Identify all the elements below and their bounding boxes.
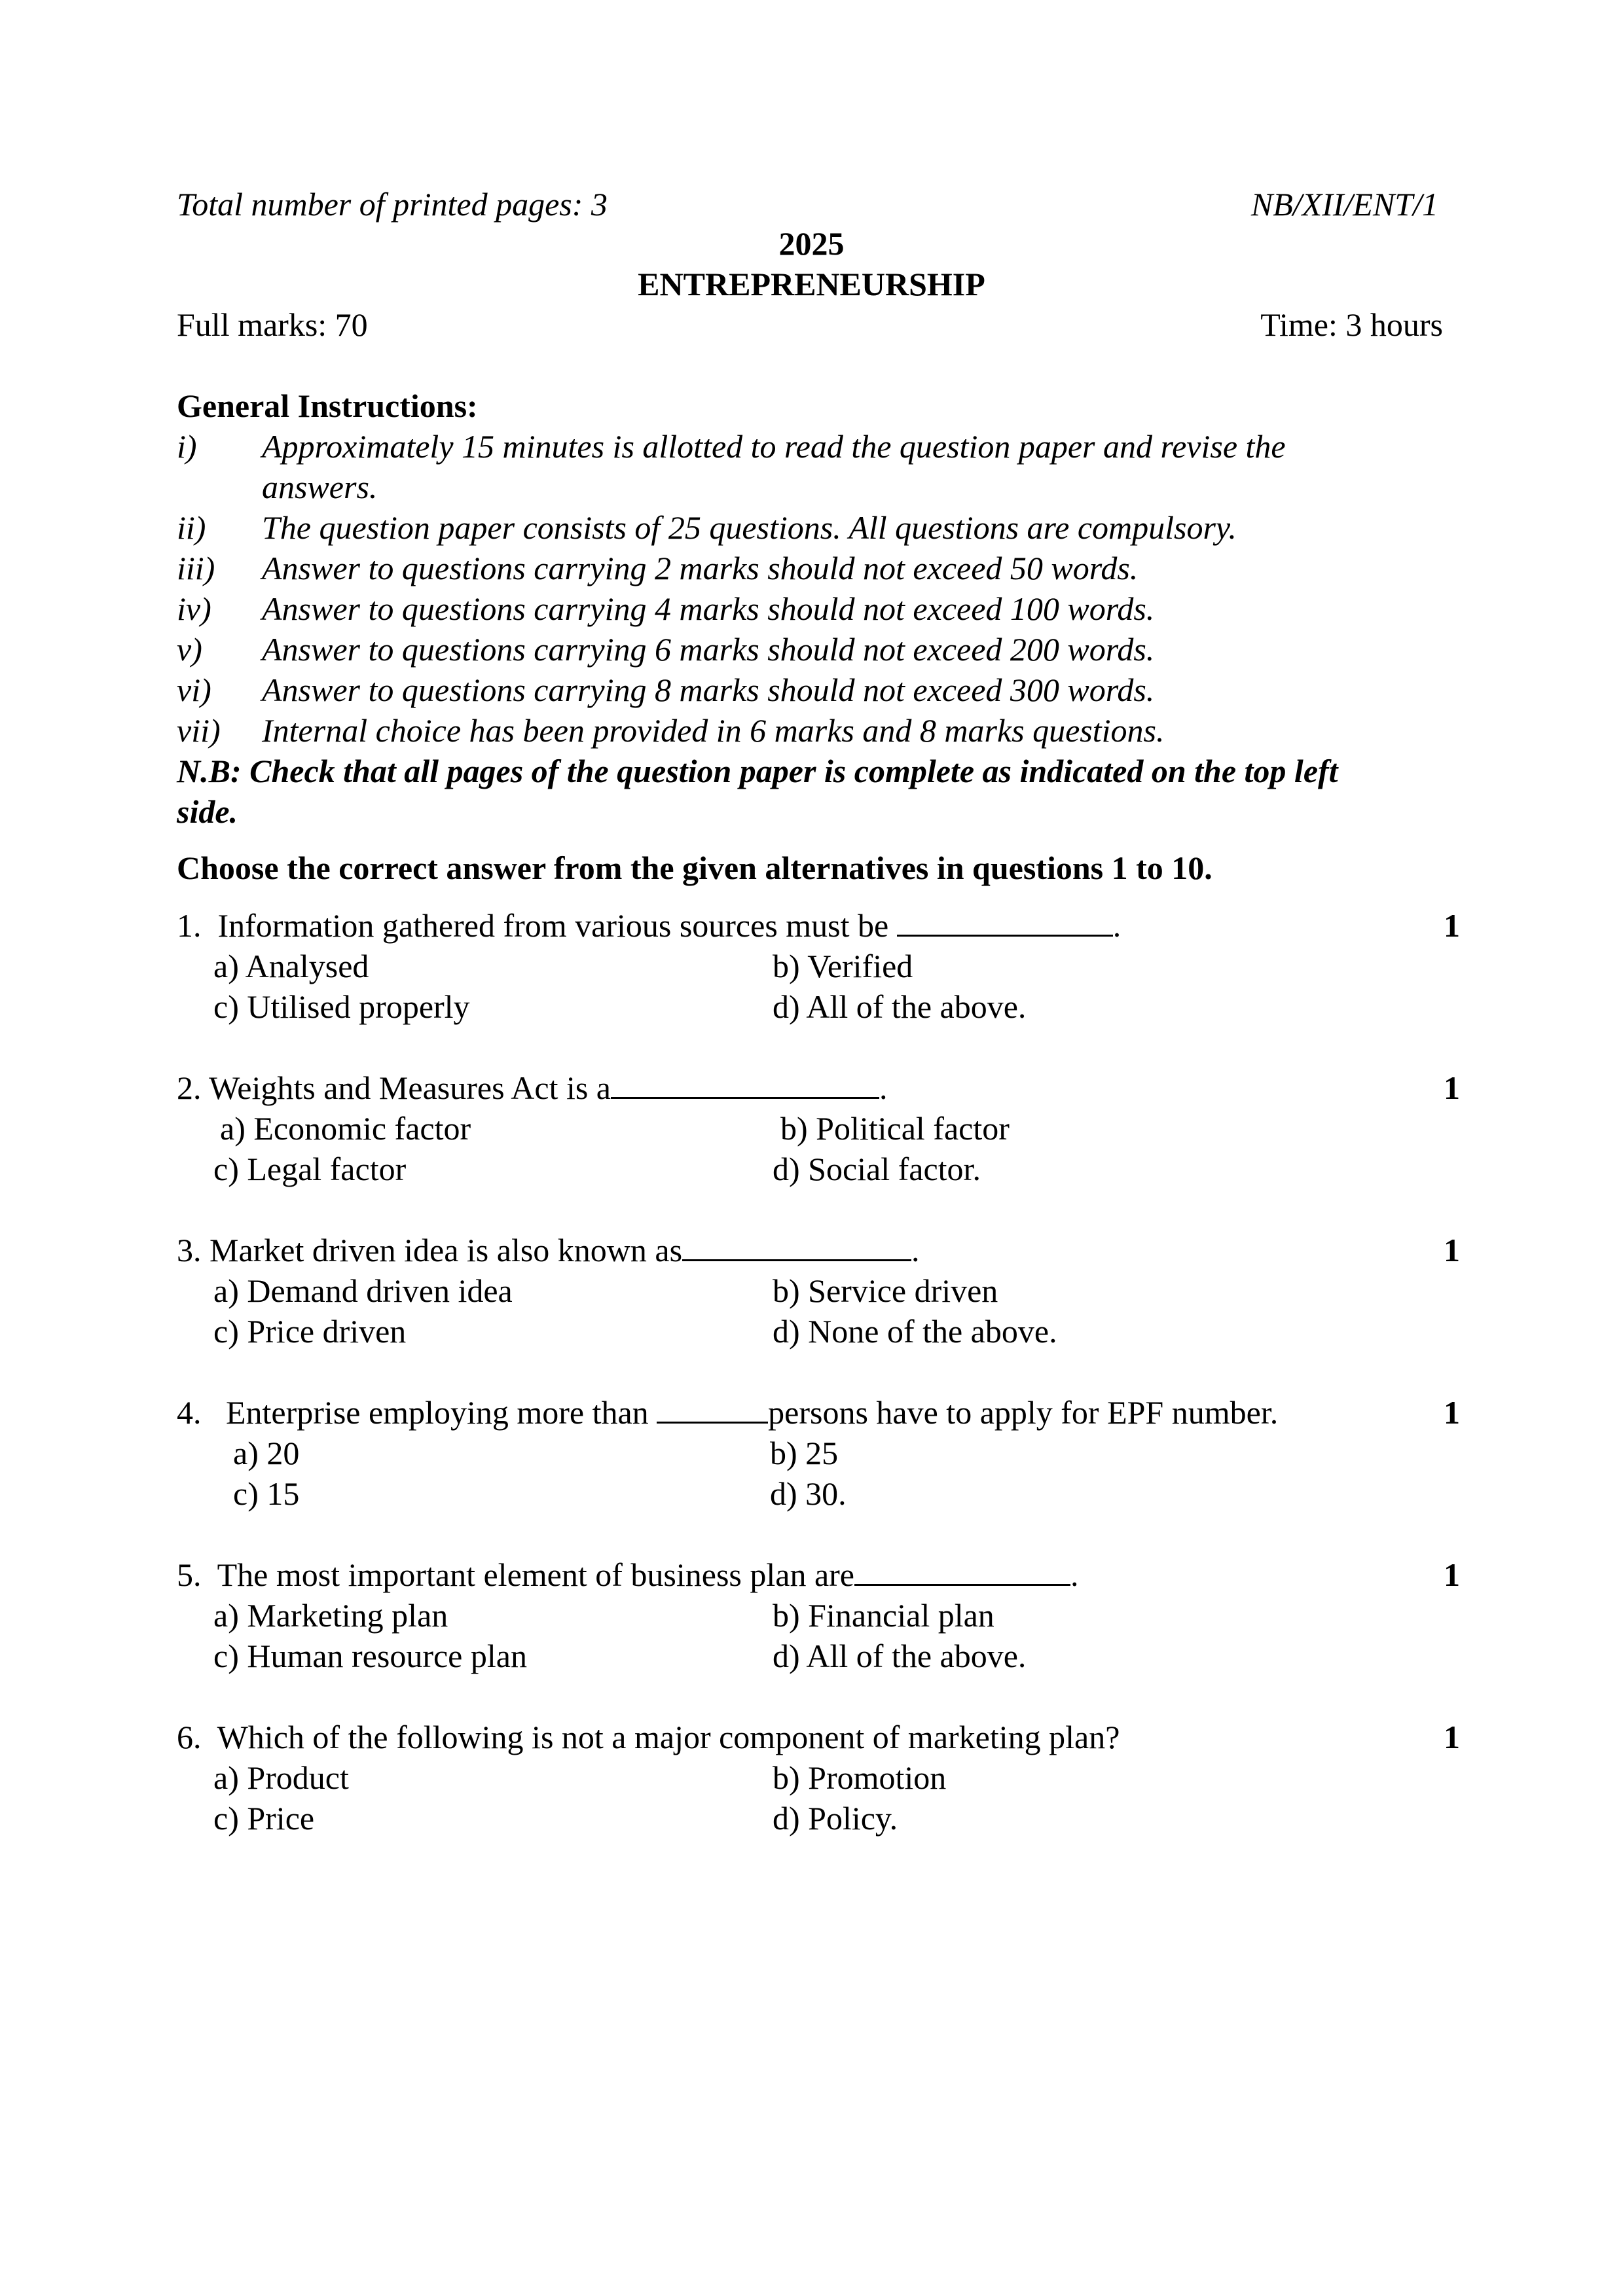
question-marks: 1 <box>1444 1232 1460 1268</box>
exam-year: 2025 <box>778 225 845 262</box>
instruction-number: vi) <box>177 672 211 708</box>
instruction-text-continued: answers. <box>262 469 378 505</box>
instruction-number: vii) <box>177 712 221 749</box>
question-number: 3. <box>177 1232 202 1268</box>
question-marks: 1 <box>1444 1069 1460 1106</box>
question-text: The most important element of business plan are <box>217 1556 854 1593</box>
instructions-heading: General Instructions: <box>177 387 478 424</box>
question-marks: 1 <box>1444 1556 1460 1593</box>
question-number: 5. <box>177 1556 202 1593</box>
full-marks: Full marks: 70 <box>177 306 368 343</box>
section-heading: Choose the correct answer from the given alternatives in questions 1 to 10. <box>177 850 1213 886</box>
time-allowed: Time: 3 hours <box>1260 306 1443 343</box>
question-marks: 1 <box>1444 907 1460 944</box>
instruction-text: Answer to questions carrying 6 marks should not exceed 200 words. <box>262 631 1155 668</box>
option-c: c) Human resource plan <box>213 1638 527 1674</box>
question-number: 2. <box>177 1069 202 1106</box>
instruction-text: Internal choice has been provided in 6 marks and 8 marks questions. <box>262 712 1165 749</box>
question-number: 1. <box>177 907 202 944</box>
question-text: Information gathered from various sources must be <box>217 907 889 944</box>
option-c: c) Price <box>213 1800 315 1837</box>
question-text: Which of the following is not a major component of marketing plan? <box>217 1719 1120 1755</box>
option-b: b) Service driven <box>773 1272 998 1309</box>
question-text: Weights and Measures Act is a <box>209 1069 611 1106</box>
option-d: d) All of the above. <box>773 988 1027 1025</box>
question-stem: 4. Enterprise employing more than persons have to apply for EPF number. <box>177 1394 1279 1431</box>
instruction-text: Answer to questions carrying 2 marks should not exceed 50 words. <box>262 550 1139 586</box>
question-stem: 1. Information gathered from various sources must be . <box>177 907 1122 944</box>
answer-blank <box>611 1071 879 1099</box>
instruction-number: ii) <box>177 509 206 546</box>
subject-title: ENTREPRENEURSHIP <box>638 266 985 302</box>
option-d: d) 30. <box>770 1475 847 1512</box>
instruction-number: iii) <box>177 550 215 586</box>
instruction-number: iv) <box>177 590 211 627</box>
option-b: b) Verified <box>773 948 913 984</box>
option-a: a) Product <box>213 1759 349 1796</box>
nb-note: N.B: Check that all pages of the question paper is complete as indicated on the top left <box>177 753 1338 789</box>
answer-blank <box>657 1395 768 1424</box>
option-d: d) None of the above. <box>773 1313 1057 1350</box>
answer-blank <box>897 908 1113 937</box>
instruction-text: Approximately 15 minutes is allotted to read the question paper and revise the <box>262 428 1286 465</box>
question-stem: 3. Market driven idea is also known as . <box>177 1232 920 1268</box>
question-number: 6. <box>177 1719 202 1755</box>
option-c: c) 15 <box>233 1475 300 1512</box>
option-a: a) Marketing plan <box>213 1597 448 1634</box>
instruction-text: The question paper consists of 25 questions. All questions are compulsory. <box>262 509 1237 546</box>
instruction-number: v) <box>177 631 202 668</box>
question-stem: 2. Weights and Measures Act is a . <box>177 1069 888 1106</box>
instruction-text: Answer to questions carrying 4 marks should not exceed 100 words. <box>262 590 1155 627</box>
printed-pages-note: Total number of printed pages: 3 <box>177 186 608 223</box>
question-marks: 1 <box>1444 1394 1460 1431</box>
answer-blank <box>854 1558 1070 1586</box>
question-number: 4. <box>177 1394 202 1431</box>
question-stem: 5. The most important element of business plan are . <box>177 1556 1079 1593</box>
option-c: c) Legal factor <box>213 1151 407 1187</box>
question-text: Enterprise employing more than <box>226 1394 649 1431</box>
nb-note-continued: side. <box>177 793 238 830</box>
option-d: d) Social factor. <box>773 1151 981 1187</box>
answer-blank <box>682 1233 911 1261</box>
option-a: a) Demand driven idea <box>213 1272 513 1309</box>
option-c: c) Utilised properly <box>213 988 470 1025</box>
instruction-number: i) <box>177 428 197 465</box>
question-stem <box>177 1717 1120 1757</box>
option-a: a) 20 <box>233 1435 300 1471</box>
option-a: a) Analysed <box>213 948 369 984</box>
question-marks: 1 <box>1444 1719 1460 1755</box>
option-c: c) Price driven <box>213 1313 407 1350</box>
option-b: b) 25 <box>770 1435 839 1471</box>
instruction-text: Answer to questions carrying 8 marks should not exceed 300 words. <box>262 672 1155 708</box>
option-d: d) All of the above. <box>773 1638 1027 1674</box>
option-b: b) Promotion <box>773 1759 947 1796</box>
option-b: b) Financial plan <box>773 1597 994 1634</box>
option-a: a) Economic factor <box>220 1110 471 1147</box>
option-d: d) Policy. <box>773 1800 898 1837</box>
option-b: b) Political factor <box>780 1110 1010 1147</box>
paper-code: NB/XII/ENT/1 <box>1250 186 1438 223</box>
question-text: Market driven idea is also known as <box>210 1232 683 1268</box>
